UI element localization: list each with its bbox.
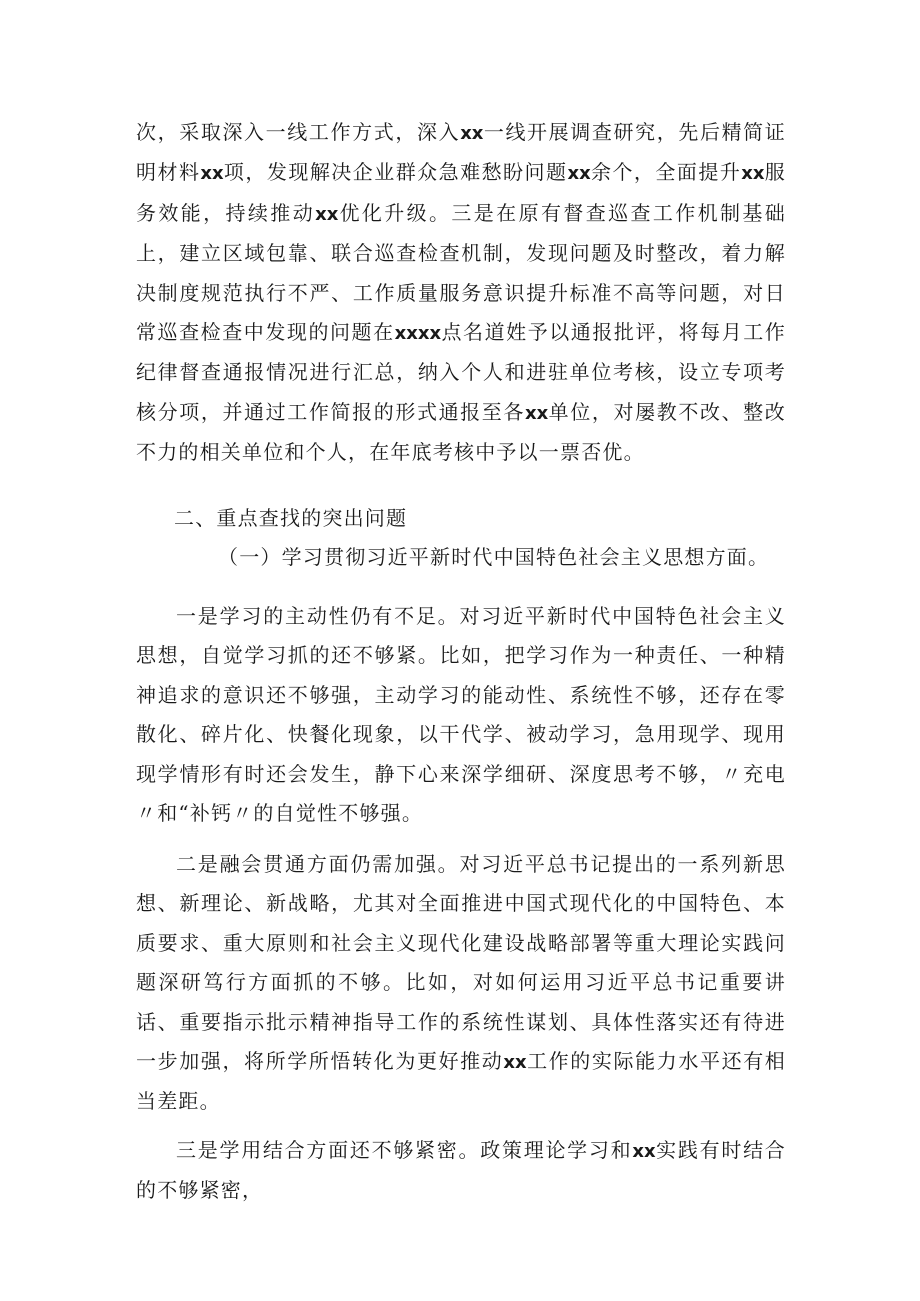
paragraph-continuation: 次，采取深入一线工作方式，深入xx一线开展调查研究，先后精简证明材料xx项，发现解决企业群众急难愁盼问题xx余个，全面提升xx服务效能，持续推动xx优化升级。三是在原有督查巡查工作机制基础上，建立区域包靠、联合巡查检查机制，发现问题及时整改，着力解决制度规范执行不严、工作质量服务意识提升标准不高等问题，对日常巡查检查中发现的问题在xxxx点名道姓予以通报批评，将每月工作纪律督查通报情况进行汇总，纳入个人和进驻单位考核，设立专项考核分项，并通过工作简报的形式通报至各xx单位，对屡教不改、整改不力的相关单位和个人，在年底考核中予以一票否优。 — [136, 120, 787, 465]
placeholder-token: xx — [525, 402, 549, 424]
placeholder-token: xx — [632, 1141, 656, 1162]
placeholder-token: xx — [460, 123, 484, 144]
issues-body-3 — [136, 1131, 786, 1211]
placeholder-token: xxxx — [394, 323, 442, 345]
placeholder-token: xx — [200, 163, 224, 185]
placeholder-token: xx — [741, 163, 765, 185]
section-heading: 二、重点查找的突出问题 — [174, 506, 408, 530]
issues-body — [136, 597, 786, 833]
subsection-heading: （一）学习贯彻习近平新时代中国特色社会主义思想方面。 — [218, 545, 770, 570]
paragraph-issue-1: 一是学习的主动性仍有不足。对习近平新时代中国特色社会主义思想，自觉学习抓的还不够紧。比如，把学习作为一种责任、一种精神追求的意识还不够强，主动学习的能动性、系统性不够，还存在零散化、碎片化、快餐化现象，以干代学、被动学习，急用现学、现用现学情形有时还会发生，静下心来深学细研、深度思考不够，〃充电〃和“补钙〃的自觉性不够强。 — [136, 604, 786, 826]
paragraph-issue-2: 二是融会贯通方面仍需加强。对习近平总书记提出的一系列新思想、新理论、新战略，尤其对全面推进中国式现代化的中国特色、本质要求、重大原则和社会主义现代化建设战略部署等重大理论实践问题深研笃行方面抓的不够。比如，对如何运用习近平总书记重要讲话、重要指示批示精神指导工作的系统性谋划、具体性落实还有待进一步加强，将所学所悟转化为更好推动xx工作的实际能力水平还有相当差距。 — [136, 852, 787, 1114]
issues-body-2 — [136, 845, 786, 1122]
placeholder-token: xx — [567, 163, 591, 185]
placeholder-token: xx — [503, 1052, 527, 1074]
placeholder-token: xx — [315, 203, 339, 225]
paragraph-issue-3: 三是学用结合方面还不够紧密。政策理论学习和xx实践有时结合的不够紧密， — [136, 1138, 787, 1203]
document-body — [136, 113, 786, 473]
section-heading-block — [136, 499, 786, 578]
